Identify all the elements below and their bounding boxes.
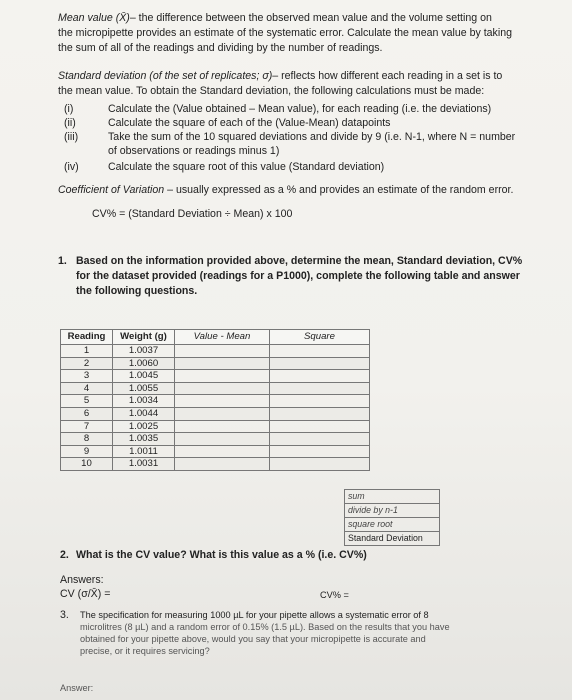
answer-label: Answer:	[60, 683, 94, 693]
sd-text-2: the mean value. To obtain the Standard deviation, the following calculations must be made:	[58, 85, 485, 97]
table-row	[61, 458, 370, 471]
q3-line-4: precise, or it requires servicing?	[80, 646, 210, 656]
table-row	[61, 357, 370, 370]
mean-text-2: the micropipette provides an estimate of the systematic error. Calculate the mean value by taking	[58, 27, 512, 39]
value-mean-cell[interactable]	[175, 445, 270, 458]
weight-cell: 1.0045	[113, 370, 175, 383]
reading-cell: 9	[61, 445, 113, 458]
square-cell[interactable]	[270, 345, 370, 358]
summary-square-root: square root	[345, 518, 440, 532]
q3-line-2: microlitres (8 µL) and a random error of 0.15% (1.5 µL). Based on the results that you have	[80, 622, 450, 632]
q1-line-3: the following questions.	[76, 285, 198, 297]
summary-standard-deviation: Standard Deviation	[345, 532, 440, 546]
value-mean-cell[interactable]	[175, 370, 270, 383]
weight-cell: 1.0034	[113, 395, 175, 408]
cv-term: Coefficient of Variation	[58, 184, 165, 196]
step-num-4: (iv)	[64, 161, 79, 173]
weight-cell: 1.0037	[113, 345, 175, 358]
table-row	[61, 395, 370, 408]
header-value-mean: Value - Mean	[175, 330, 270, 345]
sd-term: Standard deviation (of the set of replicates; σ)	[58, 70, 273, 82]
reading-cell: 2	[61, 357, 113, 370]
square-cell[interactable]	[270, 420, 370, 433]
sd-text-1: – reflects how different each reading in a set is to	[272, 70, 503, 82]
value-mean-cell[interactable]	[175, 420, 270, 433]
table-row	[61, 433, 370, 446]
table-row	[61, 382, 370, 395]
square-cell[interactable]	[270, 395, 370, 408]
step-num-3: (iii)	[64, 131, 79, 143]
square-cell[interactable]	[270, 458, 370, 471]
value-mean-cell[interactable]	[175, 407, 270, 420]
step-num-2: (ii)	[64, 117, 76, 129]
summary-table	[344, 489, 440, 546]
reading-cell: 5	[61, 395, 113, 408]
step-num-1: (i)	[64, 103, 74, 115]
q2-number: 2.	[60, 549, 69, 561]
reading-cell: 7	[61, 420, 113, 433]
cv-text: – usually expressed as a % and provides an estimate of the random error.	[164, 184, 514, 196]
table-row	[61, 420, 370, 433]
square-cell[interactable]	[270, 370, 370, 383]
value-mean-cell[interactable]	[175, 357, 270, 370]
weight-cell: 1.0035	[113, 433, 175, 446]
weight-cell: 1.0011	[113, 445, 175, 458]
header-reading: Reading	[61, 330, 113, 345]
mean-text-1: – the difference between the observed mean value and the volume setting on	[129, 12, 492, 24]
step-text-2: Calculate the square of each of the (Value-Mean) datapoints	[108, 117, 391, 129]
cv-line	[58, 184, 513, 197]
weight-cell: 1.0044	[113, 407, 175, 420]
cv-formula: CV% = (Standard Deviation ÷ Mean) x 100	[92, 208, 293, 220]
value-mean-cell[interactable]	[175, 433, 270, 446]
cvpct-answer-label: CV% =	[320, 590, 349, 600]
value-mean-cell[interactable]	[175, 458, 270, 471]
summary-divide: divide by n-1	[345, 504, 440, 518]
weight-cell: 1.0055	[113, 382, 175, 395]
table-row	[61, 407, 370, 420]
q1-line-1: Based on the information provided above, determine the mean, Standard deviation, CV%	[76, 255, 523, 267]
table-header-row	[61, 330, 370, 345]
reading-cell: 6	[61, 407, 113, 420]
weight-cell: 1.0031	[113, 458, 175, 471]
mean-line-1	[58, 12, 492, 25]
header-square: Square	[270, 330, 370, 345]
cv-answer-label: CV (σ/X̄) =	[60, 588, 111, 600]
table-row	[61, 370, 370, 383]
q1-line-2: for the dataset provided (readings for a P1000), complete the following table and answer	[76, 270, 520, 282]
square-cell[interactable]	[270, 445, 370, 458]
table-row	[61, 445, 370, 458]
step-text-3b: of observations or readings minus 1)	[108, 145, 280, 157]
sd-line-1	[58, 70, 502, 83]
square-cell[interactable]	[270, 382, 370, 395]
summary-sum: sum	[345, 490, 440, 504]
step-text-1: Calculate the (Value obtained – Mean value), for each reading (i.e. the deviations)	[108, 103, 492, 115]
mean-text-3: the sum of all of the readings and dividing by the number of readings.	[58, 42, 383, 54]
value-mean-cell[interactable]	[175, 345, 270, 358]
step-text-3: Take the sum of the 10 squared deviations and divide by 9 (i.e. N-1, where N = number	[108, 131, 516, 143]
mean-term: Mean value (X̄)	[58, 12, 130, 24]
q3-line-1: The specification for measuring 1000 µL for your pipette allows a systematic error of 8	[80, 610, 429, 620]
square-cell[interactable]	[270, 407, 370, 420]
reading-cell: 3	[61, 370, 113, 383]
value-mean-cell[interactable]	[175, 382, 270, 395]
reading-cell: 4	[61, 382, 113, 395]
answers-label: Answers:	[60, 574, 104, 586]
header-weight: Weight (g)	[113, 330, 175, 345]
value-mean-cell[interactable]	[175, 395, 270, 408]
step-text-4: Calculate the square root of this value (Standard deviation)	[108, 161, 385, 173]
reading-cell: 8	[61, 433, 113, 446]
weight-cell: 1.0025	[113, 420, 175, 433]
readings-table	[60, 329, 370, 471]
square-cell[interactable]	[270, 357, 370, 370]
q1-number: 1.	[58, 255, 67, 267]
square-cell[interactable]	[270, 433, 370, 446]
weight-cell: 1.0060	[113, 357, 175, 370]
table-row	[61, 345, 370, 358]
reading-cell: 1	[61, 345, 113, 358]
q3-line-3: obtained for your pipette above, would you say that your micropipette is accurate and	[80, 634, 426, 644]
q3-number: 3.	[60, 609, 69, 621]
q2-text: What is the CV value? What is this value as a % (i.e. CV%)	[76, 549, 367, 561]
reading-cell: 10	[61, 458, 113, 471]
